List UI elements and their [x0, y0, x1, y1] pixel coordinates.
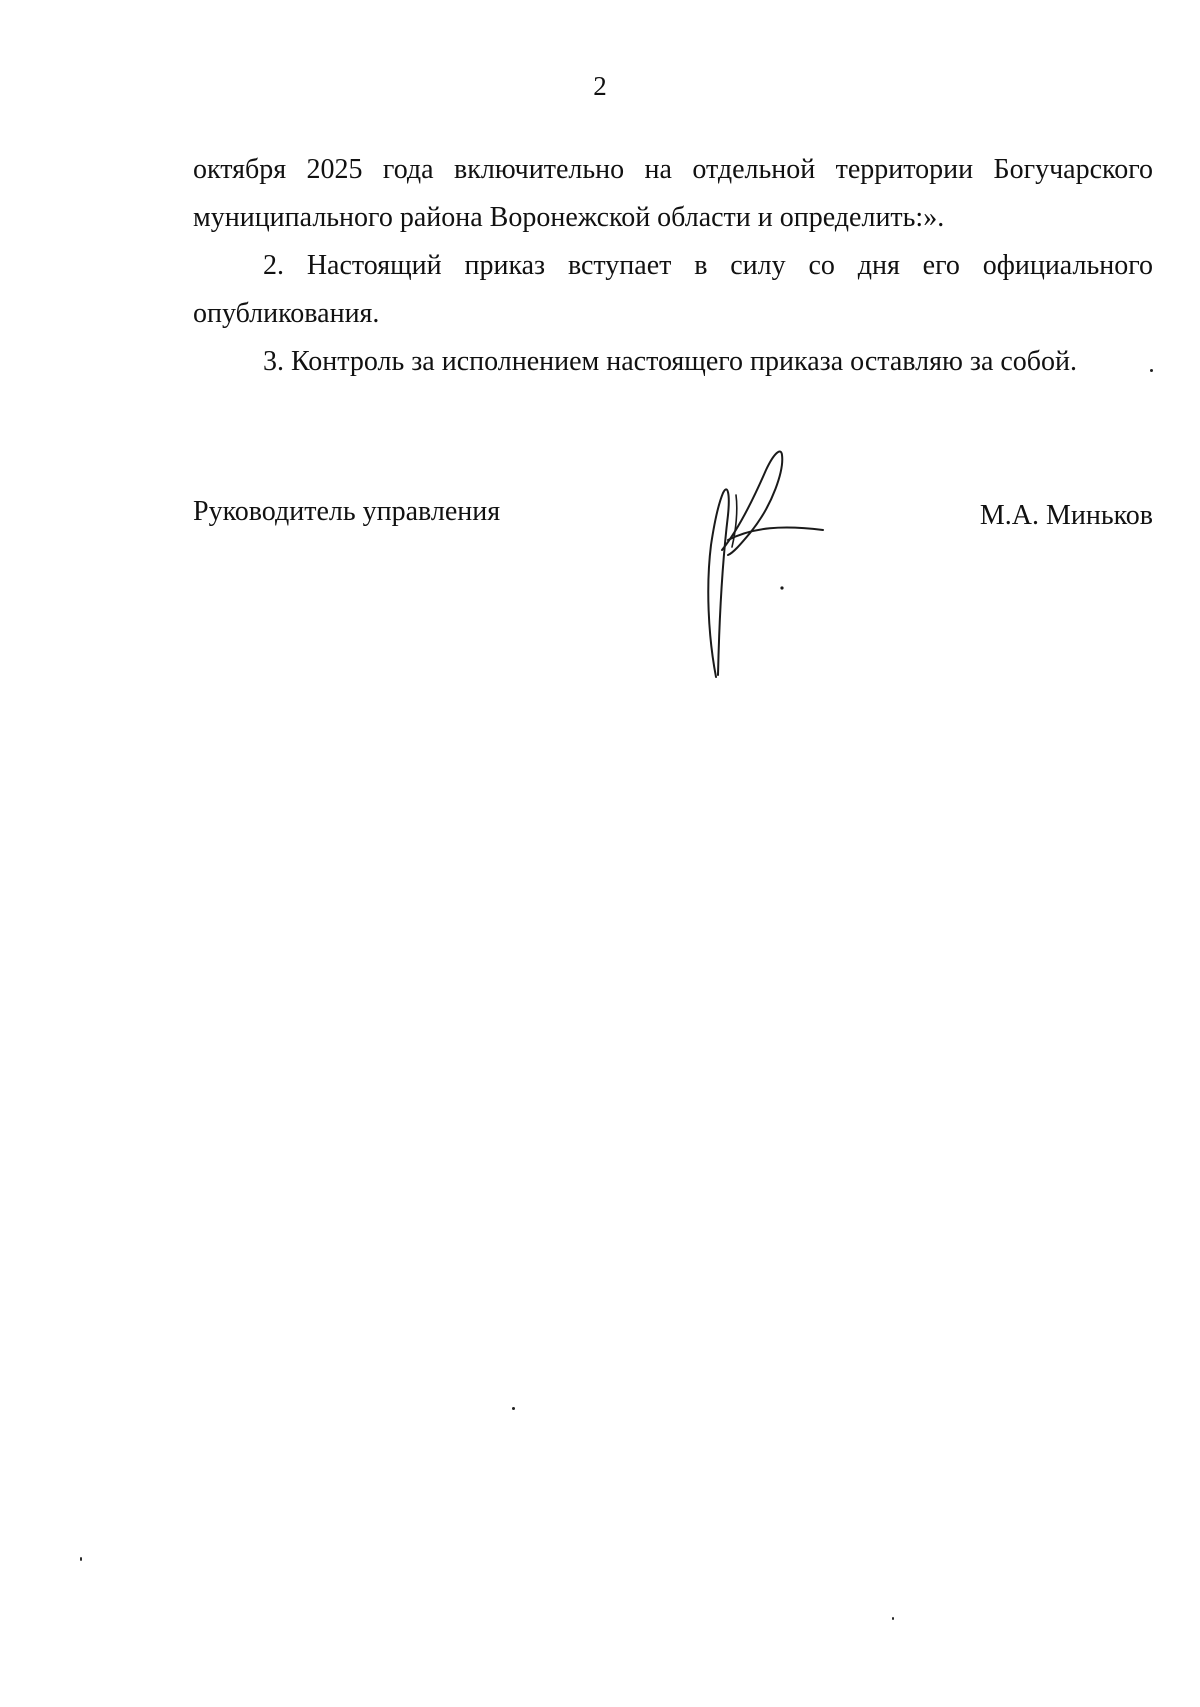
page-number: 2 — [593, 71, 607, 101]
paragraph-continuation: октября 2025 года включительно на отдельной территории Богучарского муниципального района Воронежской области и определить:». — [193, 154, 1153, 233]
scan-speck — [892, 1617, 894, 1620]
handwritten-signature — [678, 435, 828, 680]
paragraph-item-2: 2. Настоящий приказ вступает в силу со дня его официального опубликования. — [193, 250, 1153, 329]
document-body — [193, 146, 1153, 386]
signer-name: М.А. Миньков — [979, 500, 1153, 531]
signer-position: Руководитель управления — [193, 496, 501, 527]
scan-speck — [512, 1407, 515, 1410]
scan-speck — [1150, 369, 1153, 372]
paragraph-item-3: 3. Контроль за исполнением настоящего приказа оставляю за собой. — [263, 346, 1078, 377]
scan-speck — [80, 1557, 82, 1561]
signature-block — [193, 490, 1153, 700]
